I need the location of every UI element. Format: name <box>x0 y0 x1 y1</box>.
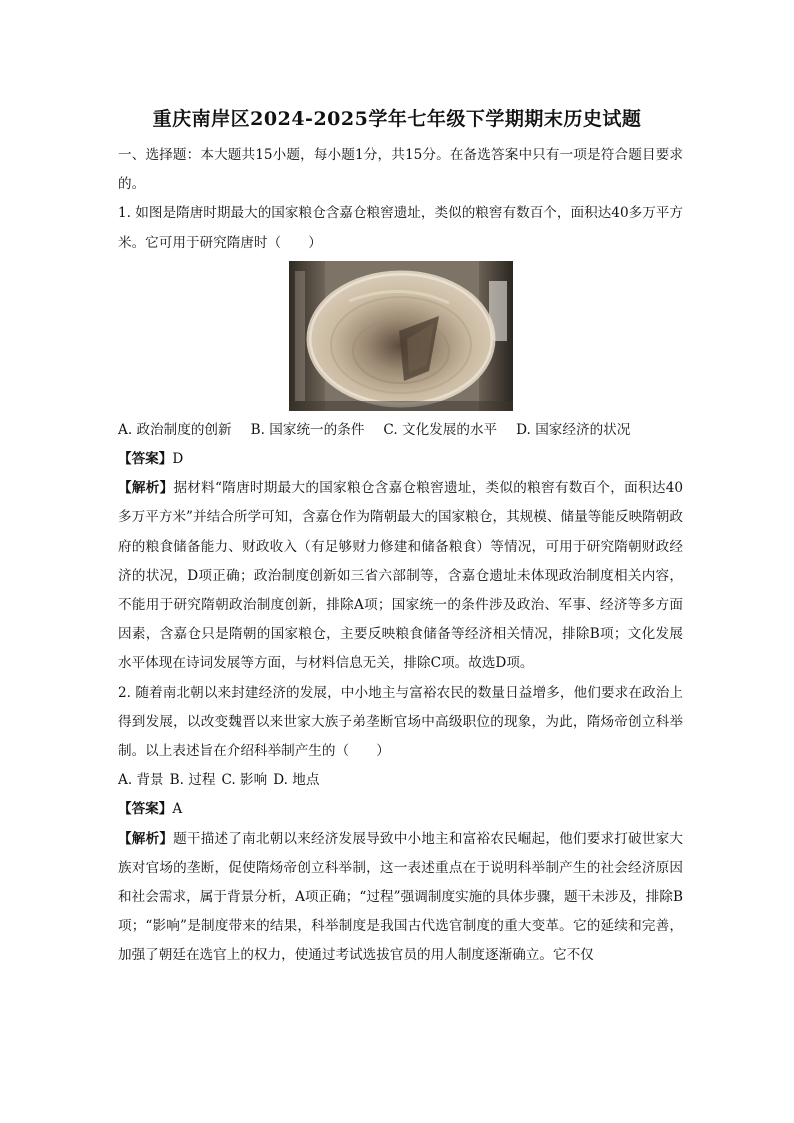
section-intro: 一、选择题：本大题共15小题，每小题1分，共15分。在备选答案中只有一项是符合题目要求的。 <box>118 147 683 193</box>
option-a: A. 政治制度的创新 <box>118 421 232 438</box>
question-1-answer <box>118 445 683 474</box>
analysis-tag: 【解析】 <box>118 830 174 847</box>
option-d: D. 国家经济的状况 <box>516 421 631 438</box>
option-d: D. 地点 <box>273 772 320 789</box>
option-b: B. 国家统一的条件 <box>250 421 365 438</box>
page-title: 重庆南岸区2024-2025学年七年级下学期期末历史试题 <box>152 108 642 130</box>
analysis-text: 题干描述了南北朝以来经济发展导致中小地主和富裕农民崛起，他们要求打破世家大族对官场的垄断，促使隋炀帝创立科举制，这一表述重点在于说明科举制产生的社会经济原因和社会需求，属于背景分析，A项正确；“过程”强调制度实施的具体步骤，题干未涉及，排除B项；“影响”是制度带来的结果，科举制度是我国古代选官制度的重大变革。它的延续和完善，加强了朝廷在选官上的权力，使通过考试选拔官员的用人制度逐渐确立。它不仅 <box>118 830 683 964</box>
question-1-stem: 1. 如图是隋唐时期最大的国家粮仓含嘉仓粮窖遗址，类似的粮窖有数百个，面积达40多万平方米。它可用于研究隋唐时（ ） <box>118 205 683 251</box>
granary-pit-illustration <box>289 261 513 411</box>
question-1-figure <box>118 261 683 411</box>
answer-tag: 【答案】 <box>118 801 173 818</box>
answer-tag: 【答案】 <box>118 451 173 468</box>
answer-value: A <box>172 801 183 818</box>
granary-pit-photo <box>289 261 513 411</box>
option-c: C. 文化发展的水平 <box>383 421 498 438</box>
answer-value: D <box>172 451 184 468</box>
document-body <box>118 141 683 971</box>
option-a: A. 背景 <box>118 772 164 789</box>
question-2-answer <box>118 795 683 824</box>
question-2-options <box>118 766 683 795</box>
question-2-analysis <box>118 825 683 971</box>
option-c: C. 影响 <box>221 772 268 789</box>
question-1-analysis <box>118 474 683 678</box>
question-1-options <box>118 416 683 445</box>
question-2-stem: 2. 随着南北朝以来封建经济的发展，中小地主与富裕农民的数量日益增多，他们要求在政治上得到发展，以改变魏晋以来世家大族子弟垄断官场中高级职位的现象，为此，隋炀帝创立科举制。以上表述旨在介绍科举制产生的（ ） <box>118 684 683 760</box>
option-b: B. 过程 <box>169 772 216 789</box>
analysis-tag: 【解析】 <box>118 480 174 497</box>
analysis-text: 据材料“隋唐时期最大的国家粮仓含嘉仓粮窖遗址，类似的粮窖有数百个，面积达40多万平方米”并结合所学可知，含嘉仓作为隋朝最大的国家粮仓，其规模、储量等能反映隋朝政府的粮食储备能力、财政收入（有足够财力修建和储备粮食）等情况，可用于研究隋朝财政经济的状况，D项正确；政治制度创新如三省六部制等，含嘉仓遗址未体现政治制度相关内容，不能用于研究隋朝政治制度创新，排除A项；国家统一的条件涉及政治、军事、经济等多方面因素，含嘉仓只是隋朝的国家粮仓，主要反映粮食储备等经济相关情况，排除B项；文化发展水平体现在诗词发展等方面，与材料信息无关，排除C项。故选D项。 <box>118 480 683 672</box>
